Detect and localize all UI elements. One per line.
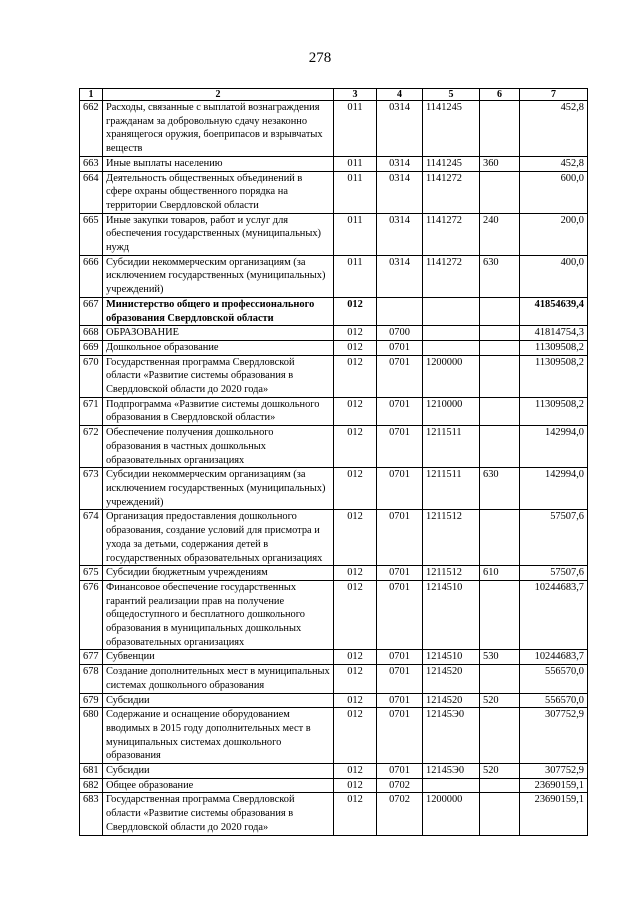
row-expense-type-code: 610 [480, 566, 520, 581]
row-expense-type-code: 520 [480, 764, 520, 779]
row-section-code: 0702 [377, 793, 423, 835]
row-amount: 600,0 [520, 171, 588, 213]
row-target-code: 1141272 [423, 255, 480, 297]
header-col-5: 5 [423, 89, 480, 101]
row-target-code [423, 297, 480, 325]
row-ministry-code: 012 [334, 340, 377, 355]
table-row [80, 171, 588, 213]
row-target-code [423, 340, 480, 355]
row-expense-type-code [480, 426, 520, 468]
row-ministry-code: 011 [334, 171, 377, 213]
row-name: Общее образование [103, 778, 334, 793]
row-ministry-code: 012 [334, 297, 377, 325]
table-row [80, 101, 588, 157]
row-number: 668 [80, 326, 103, 341]
row-section-code: 0314 [377, 213, 423, 255]
row-section-code: 0701 [377, 650, 423, 665]
header-col-6: 6 [480, 89, 520, 101]
row-amount: 41814754,3 [520, 326, 588, 341]
row-target-code: 1200000 [423, 355, 480, 397]
row-amount: 57507,6 [520, 510, 588, 566]
row-expense-type-code: 520 [480, 693, 520, 708]
row-section-code: 0701 [377, 566, 423, 581]
row-expense-type-code [480, 793, 520, 835]
row-number: 665 [80, 213, 103, 255]
row-name: Иные выплаты населению [103, 156, 334, 171]
row-amount: 23690159,1 [520, 778, 588, 793]
row-expense-type-code: 240 [480, 213, 520, 255]
row-ministry-code: 012 [334, 580, 377, 650]
row-target-code [423, 778, 480, 793]
table-row [80, 297, 588, 325]
row-expense-type-code: 530 [480, 650, 520, 665]
row-ministry-code: 012 [334, 355, 377, 397]
table-row [80, 156, 588, 171]
row-ministry-code: 012 [334, 468, 377, 510]
row-name: Деятельность общественных объединений в сфере охраны общественного порядка на территории Свердловской области [103, 171, 334, 213]
row-expense-type-code: 630 [480, 468, 520, 510]
row-name: Создание дополнительных мест в муниципальных системах дошкольного образования [103, 665, 334, 693]
row-ministry-code: 012 [334, 708, 377, 764]
row-ministry-code: 011 [334, 213, 377, 255]
row-number: 675 [80, 566, 103, 581]
row-name: Министерство общего и профессионального образования Свердловской области [103, 297, 334, 325]
page-number: 278 [308, 50, 332, 66]
row-name: Государственная программа Свердловской области «Развитие системы образования в Свердловской области до 2020 года» [103, 793, 334, 835]
table-row [80, 693, 588, 708]
row-amount: 11309508,2 [520, 355, 588, 397]
row-ministry-code: 011 [334, 156, 377, 171]
row-amount: 556570,0 [520, 693, 588, 708]
row-number: 678 [80, 665, 103, 693]
row-name: Субвенции [103, 650, 334, 665]
row-target-code: 1214510 [423, 580, 480, 650]
row-number: 664 [80, 171, 103, 213]
row-amount: 307752,9 [520, 764, 588, 779]
row-name: Организация предоставления дошкольного образования, создание условий для присмотра и ухода за детьми, содержания детей в государственных образовательных организациях [103, 510, 334, 566]
row-expense-type-code [480, 510, 520, 566]
row-section-code: 0701 [377, 397, 423, 425]
row-section-code: 0701 [377, 693, 423, 708]
row-target-code: 1141272 [423, 213, 480, 255]
row-number: 680 [80, 708, 103, 764]
row-expense-type-code [480, 397, 520, 425]
table-row [80, 397, 588, 425]
row-target-code: 12145Э0 [423, 764, 480, 779]
row-section-code: 0314 [377, 255, 423, 297]
row-amount: 452,8 [520, 101, 588, 157]
row-amount: 41854639,4 [520, 297, 588, 325]
row-expense-type-code [480, 778, 520, 793]
row-number: 676 [80, 580, 103, 650]
row-expense-type-code [480, 171, 520, 213]
table-row [80, 793, 588, 835]
row-section-code: 0314 [377, 156, 423, 171]
row-ministry-code: 012 [334, 426, 377, 468]
row-name: Подпрограмма «Развитие системы дошкольного образования в Свердловской области» [103, 397, 334, 425]
table-row [80, 426, 588, 468]
row-amount: 10244683,7 [520, 580, 588, 650]
row-number: 682 [80, 778, 103, 793]
row-name: Иные закупки товаров, работ и услуг для обеспечения государственных (муниципальных) нужд [103, 213, 334, 255]
row-name: ОБРАЗОВАНИЕ [103, 326, 334, 341]
row-number: 677 [80, 650, 103, 665]
row-section-code: 0314 [377, 101, 423, 157]
table-body [80, 101, 588, 836]
row-amount: 23690159,1 [520, 793, 588, 835]
table-row [80, 580, 588, 650]
row-section-code: 0702 [377, 778, 423, 793]
row-name: Субсидии некоммерческим организациям (за исключением государственных (муниципальных) учреждений) [103, 255, 334, 297]
row-number: 662 [80, 101, 103, 157]
row-amount: 400,0 [520, 255, 588, 297]
row-target-code: 1214520 [423, 665, 480, 693]
table-row [80, 708, 588, 764]
header-row [80, 89, 588, 101]
row-number: 671 [80, 397, 103, 425]
row-target-code: 1214510 [423, 650, 480, 665]
row-target-code: 1200000 [423, 793, 480, 835]
row-amount: 452,8 [520, 156, 588, 171]
row-target-code: 1211512 [423, 566, 480, 581]
row-ministry-code: 012 [334, 693, 377, 708]
row-ministry-code: 012 [334, 650, 377, 665]
row-section-code: 0701 [377, 708, 423, 764]
row-name: Субсидии бюджетным учреждениям [103, 566, 334, 581]
header-col-3: 3 [334, 89, 377, 101]
row-section-code: 0701 [377, 468, 423, 510]
row-name: Обеспечение получения дошкольного образования в частных дошкольных образовательных организациях [103, 426, 334, 468]
row-section-code: 0701 [377, 510, 423, 566]
row-ministry-code: 012 [334, 665, 377, 693]
header-col-4: 4 [377, 89, 423, 101]
row-amount: 556570,0 [520, 665, 588, 693]
row-expense-type-code [480, 340, 520, 355]
table-row [80, 650, 588, 665]
row-name: Дошкольное образование [103, 340, 334, 355]
row-ministry-code: 012 [334, 778, 377, 793]
row-target-code: 1210000 [423, 397, 480, 425]
row-ministry-code: 012 [334, 566, 377, 581]
table-row [80, 764, 588, 779]
row-target-code: 1141272 [423, 171, 480, 213]
row-expense-type-code [480, 326, 520, 341]
row-amount: 142994,0 [520, 426, 588, 468]
row-section-code: 0314 [377, 171, 423, 213]
row-number: 673 [80, 468, 103, 510]
row-number: 667 [80, 297, 103, 325]
row-name: Субсидии [103, 764, 334, 779]
row-target-code: 1211511 [423, 426, 480, 468]
row-target-code: 1141245 [423, 156, 480, 171]
row-expense-type-code [480, 297, 520, 325]
budget-table [79, 88, 588, 836]
row-amount: 57507,6 [520, 566, 588, 581]
row-number: 663 [80, 156, 103, 171]
row-section-code: 0700 [377, 326, 423, 341]
row-section-code: 0701 [377, 665, 423, 693]
header-col-1: 1 [80, 89, 103, 101]
row-expense-type-code: 630 [480, 255, 520, 297]
table-row [80, 355, 588, 397]
row-section-code [377, 297, 423, 325]
header-col-2: 2 [103, 89, 334, 101]
row-name: Государственная программа Свердловской области «Развитие системы образования в Свердловской области до 2020 года» [103, 355, 334, 397]
table-row [80, 340, 588, 355]
table-row [80, 665, 588, 693]
row-ministry-code: 012 [334, 326, 377, 341]
table-row [80, 213, 588, 255]
row-number: 681 [80, 764, 103, 779]
header-col-7: 7 [520, 89, 588, 101]
row-section-code: 0701 [377, 580, 423, 650]
table-row [80, 510, 588, 566]
row-target-code: 1211511 [423, 468, 480, 510]
row-name: Субсидии [103, 693, 334, 708]
row-amount: 10244683,7 [520, 650, 588, 665]
row-number: 669 [80, 340, 103, 355]
row-number: 683 [80, 793, 103, 835]
row-number: 672 [80, 426, 103, 468]
row-target-code [423, 326, 480, 341]
row-name: Субсидии некоммерческим организациям (за исключением государственных (муниципальных) учреждений) [103, 468, 334, 510]
row-amount: 11309508,2 [520, 340, 588, 355]
row-target-code: 1141245 [423, 101, 480, 157]
row-name: Финансовое обеспечение государственных гарантий реализации прав на получение общедоступного и бесплатного дошкольного образования в муниципальных дошкольных образовательных организациях [103, 580, 334, 650]
row-expense-type-code [480, 580, 520, 650]
row-expense-type-code [480, 101, 520, 157]
row-amount: 142994,0 [520, 468, 588, 510]
row-name: Расходы, связанные с выплатой вознаграждения гражданам за добровольную сдачу незаконно хранящегося оружия, боеприпасов и взрывчатых веществ [103, 101, 334, 157]
row-ministry-code: 011 [334, 101, 377, 157]
table-row [80, 326, 588, 341]
row-name: Содержание и оснащение оборудованием вводимых в 2015 году дополнительных мест в муниципальных системах дошкольного образования [103, 708, 334, 764]
row-section-code: 0701 [377, 340, 423, 355]
row-amount: 200,0 [520, 213, 588, 255]
row-number: 670 [80, 355, 103, 397]
row-section-code: 0701 [377, 764, 423, 779]
row-number: 666 [80, 255, 103, 297]
row-expense-type-code [480, 708, 520, 764]
row-ministry-code: 012 [334, 510, 377, 566]
row-number: 679 [80, 693, 103, 708]
row-section-code: 0701 [377, 426, 423, 468]
row-number: 674 [80, 510, 103, 566]
row-expense-type-code: 360 [480, 156, 520, 171]
row-target-code: 12145Э0 [423, 708, 480, 764]
row-ministry-code: 012 [334, 793, 377, 835]
table-row [80, 778, 588, 793]
row-ministry-code: 011 [334, 255, 377, 297]
row-ministry-code: 012 [334, 764, 377, 779]
row-expense-type-code [480, 355, 520, 397]
table-row [80, 566, 588, 581]
table-row [80, 255, 588, 297]
row-ministry-code: 012 [334, 397, 377, 425]
table-row [80, 468, 588, 510]
row-section-code: 0701 [377, 355, 423, 397]
row-target-code: 1214520 [423, 693, 480, 708]
row-amount: 11309508,2 [520, 397, 588, 425]
row-expense-type-code [480, 665, 520, 693]
row-amount: 307752,9 [520, 708, 588, 764]
row-target-code: 1211512 [423, 510, 480, 566]
